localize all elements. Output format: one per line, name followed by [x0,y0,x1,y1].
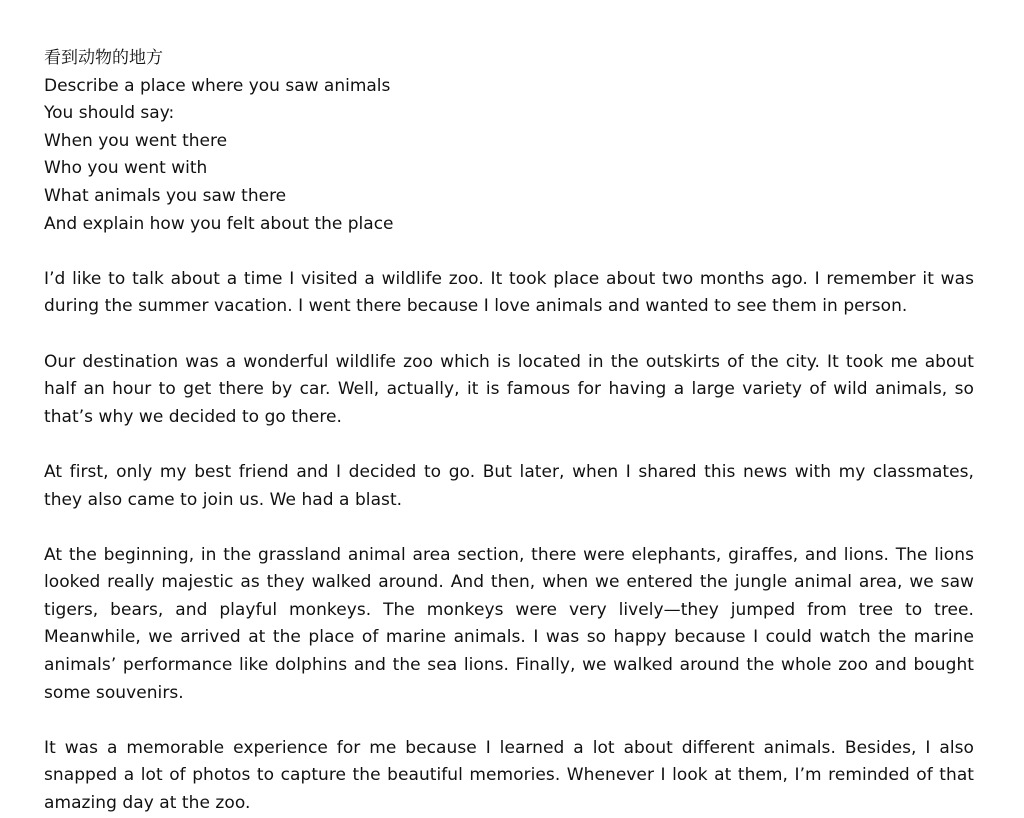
answer-paragraph-destination: Our destination was a wonderful wildlife zoo which is located in the outskirts of the city. It took me about half an hour to get there by car. Well, actually, it is famous for having a large variety of wild animals, so that’s why we decided to go there. [44,351,974,427]
answer-paragraph-animals: At the beginning, in the grassland animal area section, there were elephants, giraffes, and lions. The lions looked really majestic as they walked around. And then, when we entered the jungle animal area, we saw tigers, bears, and playful monkeys. The monkeys were very lively—they jumped from tree to tree. Meanwhile, we arrived at the place of marine animals. I was so happy because I could watch the marine animals’ performance like dolphins and the sea lions. Finally, we walked around the whole zoo and bought some souvenirs. [44,544,974,703]
chinese-title: 看到动物的地方 [44,48,163,68]
prompt-lead: You should say: [44,103,175,124]
prompt-point-feelings: And explain how you felt about the place [44,213,394,234]
answer-paragraph-companions: At first, only my best friend and I decided to go. But later, when I shared this news with my classmates, they also came to join us. We had a blast. [44,461,974,510]
answer-paragraph-intro: I’d like to talk about a time I visited a wildlife zoo. It took place about two months ago. I remember it was during the summer vacation. I went there because I love animals and wanted to see them in person. [44,268,974,317]
cue-card-prompt [44,45,974,238]
answer-paragraph-feelings: It was a memorable experience for me because I learned a lot about different animals. Besides, I also snapped a lot of photos to capture the beautiful memories. Whenever I look at them, I’m reminded of that amazing day at the zoo. [44,737,974,814]
prompt-title: Describe a place where you saw animals [44,75,391,96]
prompt-point-when: When you went there [44,130,228,151]
prompt-point-animals: What animals you saw there [44,185,287,206]
prompt-point-who: Who you went with [44,158,208,179]
